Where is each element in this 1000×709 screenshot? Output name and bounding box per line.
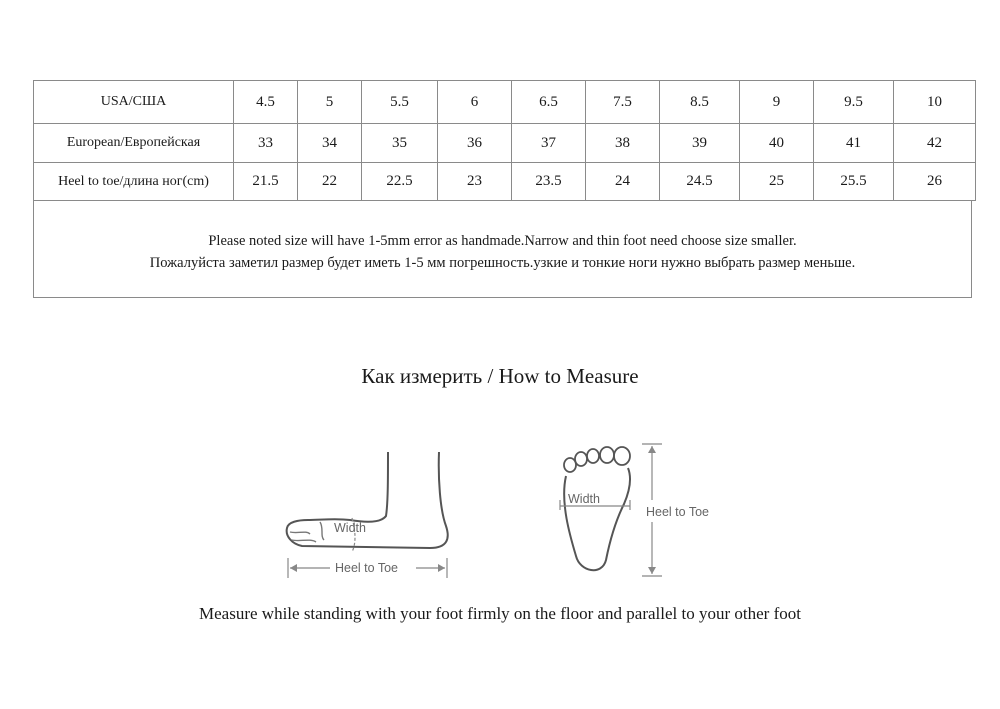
- size-cell: 6.5: [512, 81, 586, 124]
- size-row: [34, 163, 976, 201]
- size-row-label: Heel to toe/длина ног(cm): [34, 163, 234, 201]
- size-cell: 36: [438, 124, 512, 163]
- measure-caption: Measure while standing with your foot firmly on the floor and parallel to your other foot: [199, 604, 801, 623]
- size-cell: 9.5: [814, 81, 894, 124]
- size-row: [34, 124, 976, 163]
- size-cell: 25: [740, 163, 814, 201]
- size-cell: 23.5: [512, 163, 586, 201]
- side-foot-toes: [290, 522, 324, 542]
- side-foot-outline: [287, 452, 448, 548]
- size-cell: 42: [894, 124, 976, 163]
- size-cell: 26: [894, 163, 976, 201]
- note-english: Please noted size will have 1-5mm error as handmade.Narrow and thin foot need choose size smaller.: [208, 233, 797, 249]
- size-row-label: European/Европейская: [34, 124, 234, 163]
- size-cell: 40: [740, 124, 814, 163]
- size-cell: 38: [586, 124, 660, 163]
- measure-title: Как измерить / How to Measure: [361, 364, 639, 388]
- size-note-box: [33, 200, 972, 298]
- toe-prints: [564, 447, 630, 472]
- side-width-label: Width: [334, 521, 366, 535]
- size-cell: 6: [438, 81, 512, 124]
- size-cell: 33: [234, 124, 298, 163]
- size-cell: 41: [814, 124, 894, 163]
- size-cell: 5: [298, 81, 362, 124]
- side-foot-illustration: [280, 448, 460, 583]
- size-cell: 9: [740, 81, 814, 124]
- size-row-label: USA/США: [34, 81, 234, 124]
- size-cell: 10: [894, 81, 976, 124]
- size-cell: 25.5: [814, 163, 894, 201]
- sole-foot-illustration: [550, 440, 730, 580]
- size-cell: 21.5: [234, 163, 298, 201]
- size-cell: 7.5: [586, 81, 660, 124]
- size-cell: 39: [660, 124, 740, 163]
- size-cell: 22.5: [362, 163, 438, 201]
- size-cell: 5.5: [362, 81, 438, 124]
- size-row: [34, 81, 976, 124]
- size-cell: 4.5: [234, 81, 298, 124]
- size-cell: 34: [298, 124, 362, 163]
- size-cell: 37: [512, 124, 586, 163]
- sole-length-label: Heel to Toe: [646, 505, 710, 519]
- side-length-label: Heel to Toe: [335, 561, 399, 575]
- size-chart-table: [33, 80, 976, 201]
- size-cell: 24.5: [660, 163, 740, 201]
- sole-outline: [564, 468, 630, 570]
- sole-width-label: Width: [568, 492, 600, 506]
- size-cell: 35: [362, 124, 438, 163]
- size-cell: 8.5: [660, 81, 740, 124]
- size-cell: 23: [438, 163, 512, 201]
- note-russian: Пожалуйста заметил размер будет иметь 1-5 мм погрешность.узкие и тонкие ноги нужно выбрать размер меньше.: [149, 255, 856, 271]
- size-cell: 24: [586, 163, 660, 201]
- size-cell: 22: [298, 163, 362, 201]
